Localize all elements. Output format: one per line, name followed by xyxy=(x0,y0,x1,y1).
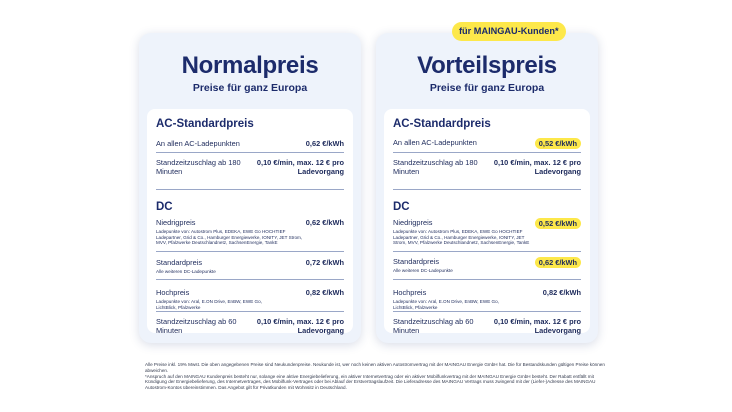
price-row xyxy=(393,252,581,280)
price-row xyxy=(156,214,344,252)
price-row xyxy=(156,252,344,280)
row-label: Standzeitzuschlag ab 60 Minuten xyxy=(156,317,237,335)
dc-section-title: DC xyxy=(393,201,410,213)
row-label: Standzeitzuschlag ab 180 Minuten xyxy=(156,158,241,176)
row-label: An allen AC-Ladepunkten xyxy=(156,139,240,148)
row-label: Niedrigpreis xyxy=(156,218,196,227)
card-subtitle: Preise für ganz Europa xyxy=(429,82,545,94)
row-detail: Ladepunkte von: Autostrom Plus, EDEKA, EWE Go HOCHTIEF Ladepartner, Grid & Co., Hamburger Energiewerke, IONITY, JET Strom, MVV, Pfalzwerke Deutschlandnetz, SachsenEnergie, TankE xyxy=(393,229,530,246)
price-row xyxy=(156,131,344,153)
row-label: Standardpreis xyxy=(156,258,203,267)
card-title: Normalpreis xyxy=(181,52,319,79)
row-price-highlight: 0,52 €/kWh xyxy=(535,218,581,229)
price-row xyxy=(393,131,581,153)
row-text xyxy=(156,288,276,310)
row-detail: Alle weiteren DC-Ladepunkte xyxy=(393,268,453,273)
row-price: 0,62 €/kWh xyxy=(305,139,344,148)
price-row xyxy=(393,214,581,252)
row-price: 0,62 €/kWh xyxy=(305,218,344,227)
price-table xyxy=(147,109,353,333)
price-table xyxy=(384,109,590,333)
row-price: 0,10 €/min, max. 12 € pro Ladevorgang xyxy=(493,317,581,335)
row-text xyxy=(156,218,306,246)
price-row xyxy=(393,153,581,190)
normalpreis-card xyxy=(139,33,361,343)
price-row xyxy=(156,153,344,190)
row-price: 0,82 €/kWh xyxy=(542,288,581,297)
price-row xyxy=(156,312,344,340)
row-price: 0,10 €/min, max. 12 € pro Ladevorgang xyxy=(493,158,581,176)
row-label: Standzeitzuschlag ab 180 Minuten xyxy=(393,158,478,176)
footnote xyxy=(145,362,605,391)
row-label: Standzeitzuschlag ab 60 Minuten xyxy=(393,317,474,335)
card-header xyxy=(139,33,361,108)
row-text xyxy=(156,258,216,275)
price-row xyxy=(156,280,344,312)
footnote-line: Alle Preise inkl. 19% Mwst. Die oben angegebenen Preise sind Neukundenpreise. Neukunde ist, wer noch keinen aktiven Autostromvertrag mit der MAINGAU Energie GmbH hat. Die für Bestandskunden gültigen Preise können abweichen. xyxy=(145,362,605,373)
row-label: An allen AC-Ladepunkten xyxy=(393,138,477,147)
dc-section-title: DC xyxy=(156,201,173,213)
row-label: Standardpreis xyxy=(393,257,440,266)
row-text xyxy=(393,218,535,246)
card-subtitle: Preise für ganz Europa xyxy=(192,82,308,94)
row-price-highlight: 0,62 €/kWh xyxy=(535,257,581,268)
row-price: 0,72 €/kWh xyxy=(305,258,344,267)
ac-section-title: AC-Standardpreis xyxy=(156,118,254,130)
row-price: 0,82 €/kWh xyxy=(305,288,344,297)
ac-section-title: AC-Standardpreis xyxy=(393,118,491,130)
price-row xyxy=(393,280,581,312)
row-detail: Ladepunkte von: Autostrom Plus, EDEKA, EWE Go HOCHTIEF Ladepartner, Grid & Co., Hamburger Energiewerke, IONITY, JET Strom, MVV, Pfalzwerke Deutschlandnetz, SachsenEnergie, TankE xyxy=(156,229,303,246)
card-header xyxy=(376,33,598,108)
footnote-line: *Anspruch auf den MAINGAU Kundenpreis besteht nur, solange eine aktive Energiebelieferung, ein aktiver Internetvertrag oder ein aktiver Mobilfunkvertrag mit der MAINGAU Energie GmbH besteht. Der Rabatt entfällt mit Kündigung der Energiebelieferung, des Internetvertrages, des Mobilfunk-Vertrages oder bei Ablauf der Erstvertragslaufzeit. Die Lieferadresse des MAINGAU Vertrags muss zwingend mit der (Liefer-)Adresse des MAINGAU Autostrom-Kontos übereinstimmen. Das Angebot gilt für Privatkunden mit Wohnsitz in Deutschland. xyxy=(145,373,596,391)
row-price-highlight: 0,52 €/kWh xyxy=(535,138,581,149)
row-detail: Alle weiteren DC-Ladepunkte xyxy=(156,269,216,274)
row-price: 0,10 €/min, max. 12 € pro Ladevorgang xyxy=(256,317,344,335)
row-label: Hochpreis xyxy=(393,288,427,297)
row-label: Niedrigpreis xyxy=(393,218,433,227)
price-row xyxy=(393,312,581,340)
vorteilspreis-card xyxy=(376,33,598,343)
row-detail: Ladepunkte von: Aral, E.ON Drive, EnBW, EWE Go, LichtBlick, Pfalzwerke xyxy=(393,299,499,310)
row-price: 0,10 €/min, max. 12 € pro Ladevorgang xyxy=(256,158,344,176)
card-title: Vorteilspreis xyxy=(417,52,557,79)
row-detail: Ladepunkte von: Aral, E.ON Drive, EnBW, EWE Go, LichtBlick, Pfalzwerke xyxy=(156,299,262,310)
maingau-customer-badge: für MAINGAU-Kunden* xyxy=(452,22,566,41)
row-label: Hochpreis xyxy=(156,288,190,297)
row-text xyxy=(393,288,513,310)
row-text xyxy=(393,257,453,274)
